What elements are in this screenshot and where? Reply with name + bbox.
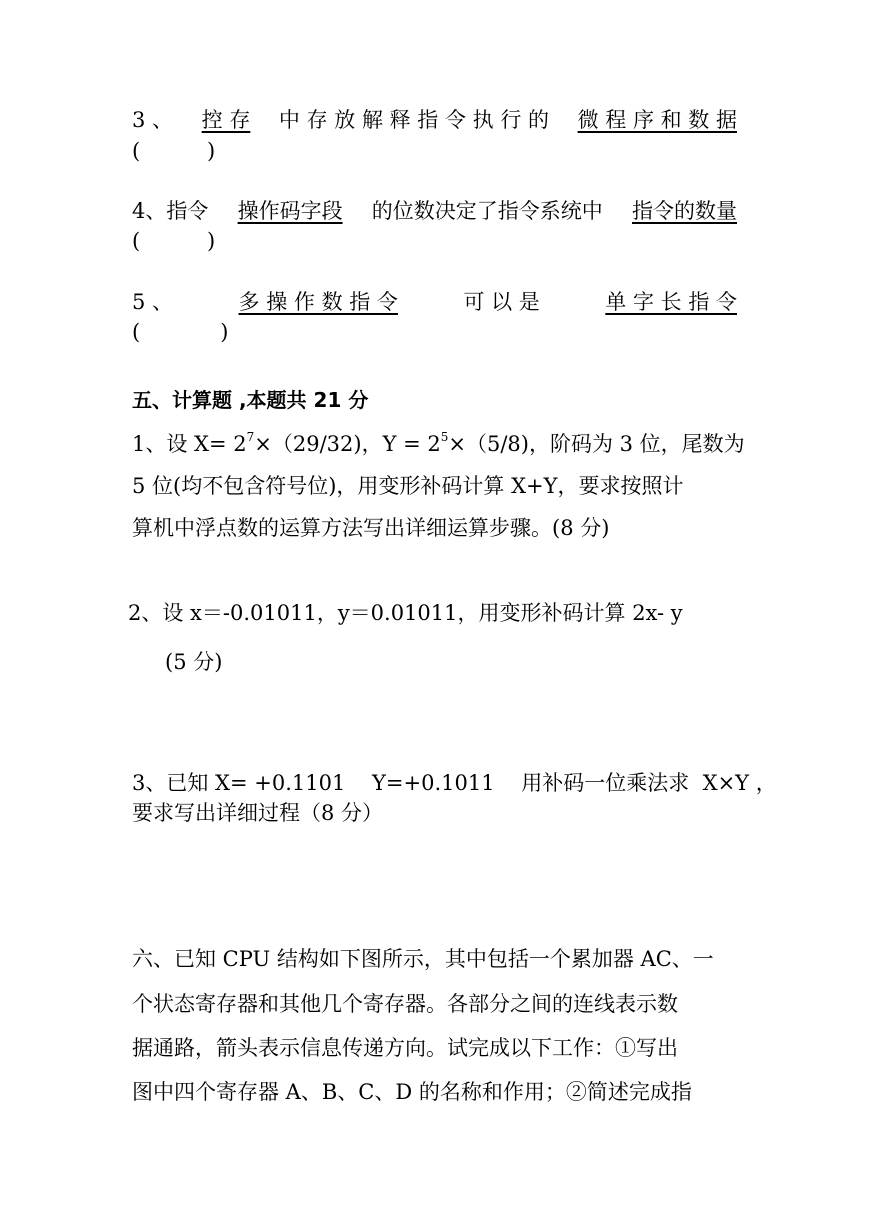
judge-q3-line1	[132, 106, 737, 134]
judge-q4-underline-1: 操作码字段	[237, 199, 343, 223]
judge-q3-mid: 中 存 放 解 释 指 令 执 行 的	[278, 108, 549, 132]
section5-p2-line2: (5 分)	[165, 650, 223, 674]
section5-p1-exp-2: 5	[440, 430, 449, 444]
judge-q4-line1	[132, 197, 737, 225]
judge-q3-paren: ( )	[132, 139, 216, 163]
judge-q4-paren: ( )	[132, 229, 216, 253]
judge-q5-num: 5 、	[132, 290, 174, 314]
section5-p3-line1: 3、已知 X= +0.1101 Y=+0.1011 用补码一位乘法求 X×Y ，	[132, 771, 777, 795]
judge-q4-mid: 的位数决定了指令系统中	[371, 199, 603, 223]
judge-q3-underline-1: 控 存	[201, 108, 251, 132]
section6-line3: 据通路，箭头表示信息传递方向。试完成以下工作：①写出	[132, 1036, 678, 1060]
judge-q5-line1	[132, 288, 737, 316]
judge-q4-underline-2: 指令的数量	[631, 199, 737, 223]
section5-p3-line2: 要求写出详细过程（8 分）	[132, 801, 384, 825]
judge-q5-paren: ( )	[132, 320, 229, 344]
judge-q5-underline-1: 多 操 作 数 指 令	[238, 290, 398, 314]
section5-p1-l1-text: 1、设 $X= 2^7\times(29/32)$，$Y = 2^5\times(5/8)$，阶码为 3 位，尾数为	[132, 430, 745, 456]
section6-line2: 个状态寄存器和其他几个寄存器。各部分之间的连线表示数	[132, 992, 678, 1016]
section6-line4: 图中四个寄存器 A、B、C、D 的名称和作用；②简述完成指	[132, 1080, 692, 1104]
section5-p1-line3: 算机中浮点数的运算方法写出详细运算步骤。(8 分)	[132, 516, 610, 540]
judge-q3-underline-2: 微 程 序 和 数 据	[577, 108, 737, 132]
section5-p2-line1: 2、设 x＝-0.01011，y＝0.01011，用变形补码计算 2x- y	[128, 601, 683, 625]
section6-line1: 六、已知 CPU 结构如下图所示，其中包括一个累加器 AC、一	[132, 947, 714, 971]
judge-q3-num: 3 、	[132, 108, 174, 132]
section5-heading: 五、计算题 ,本题共 21 分	[132, 388, 369, 412]
section5-p1-line1	[132, 430, 745, 458]
judge-q4-num: 4、指令	[132, 199, 209, 223]
section5-p1-line2: 5 位(均不包含符号位)，用变形补码计算 X+Y，要求按照计	[132, 474, 684, 498]
section5-p1-exp-1: 7	[246, 430, 255, 444]
judge-q5-underline-2: 单 字 长 指 令	[605, 290, 737, 314]
judge-q5-mid: 可 以 是	[463, 290, 540, 314]
